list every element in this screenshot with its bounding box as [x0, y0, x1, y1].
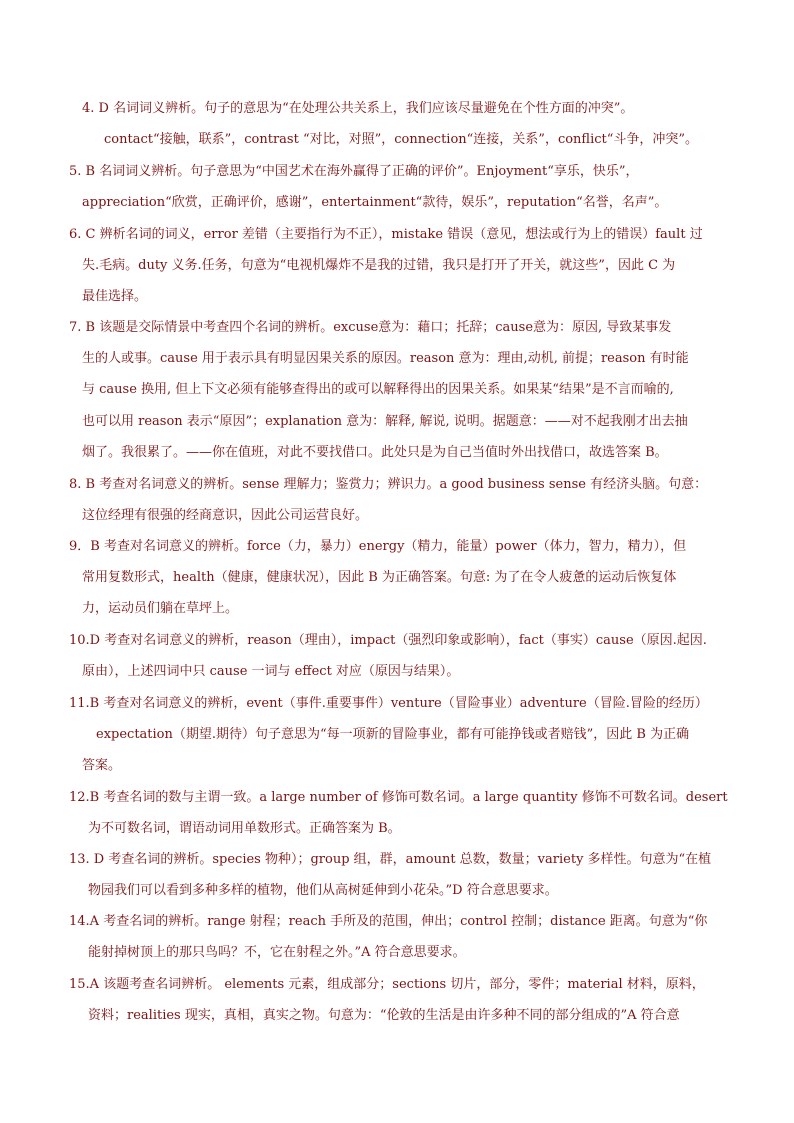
answer-line: 11.B 考查对名词意义的辨析，event（事件.重要事件）venture（冒险事业）adventure（冒险.冒险的经历）	[69, 696, 708, 711]
answer-line: 8. B 考查对名词意义的辨析。sense 理解力；鉴赏力；辨识力。a good business sense 有经济头脑。句意：	[69, 477, 708, 492]
answer-line: 4. D 名词词义辨析。句子的意思为“在处理公共关系上，我们应该尽量避免在个性方面的冲突”。	[82, 101, 634, 116]
answer-line: 力，运动员们躺在草坪上。	[82, 601, 239, 616]
answer-line: 7. B 该题是交际情景中考查四个名词的辨析。excuse意为：藉口；托辞；cause意为：原因, 导致某事发	[69, 320, 672, 335]
answer-line: 原由），上述四词中只 cause 一词与 effect 对应（原因与结果）。	[82, 664, 460, 679]
answer-line: expectation（期望.期待）句子意思为“每一项新的冒险事业，都有可能挣钱或者赔钱”，因此 B 为正确	[96, 727, 690, 742]
answer-line: 这位经理有很强的经商意识，因此公司运营良好。	[82, 508, 369, 523]
answer-line: 常用复数形式，health（健康，健康状况），因此 B 为正确答案。句意: 为了在令人疲惫的运动后恢复体	[82, 570, 677, 585]
answer-line: 5. B 名词词义辨析。句子意思为“中国艺术在海外赢得了正确的评价”。Enjoyment“享乐，快乐”，	[69, 164, 639, 179]
answer-line: 9．B 考查对名词意义的辨析。force（力，暴力）energy（精力，能量）power（体力，智力，精力），但	[69, 539, 687, 554]
answer-line: 能射掉树顶上的那只鸟吗？不，它在射程之外。”A 符合意思要求。	[88, 945, 466, 960]
answer-line: 6. C 辨析名词的词义，error 差错（主要指行为不正），mistake 错误（意见，想法或行为上的错误）fault 过	[69, 227, 703, 242]
answer-line: 答案。	[82, 758, 122, 773]
answer-line: 资料；realities 现实，真相，真实之物。句意为：“伦敦的生活是由许多种不同的部分组成的”A 符合意	[88, 1008, 680, 1023]
answer-line: 失.毛病。duty 义务.任务，句意为“电视机爆炸不是我的过错，我只是打开了开关，就这些”，因此 C 为	[82, 258, 676, 273]
answer-line: 13. D 考查名词的辨析。species 物种）；group 组，群，amount 总数，数量；variety 多样性。句意为“在植	[69, 852, 712, 867]
answer-line: 14.A 考查名词的辨析。range 射程；reach 手所及的范围，伸出；control 控制；distance 距离。句意为“你	[69, 914, 708, 929]
answer-line: 10.D 考查对名词意义的辨析，reason（理由），impact（强烈印象或影响），fact（事实）cause（原因.起因.	[69, 633, 707, 648]
answer-line: 15.A 该题考查名词辨析。 elements 元素，组成部分；sections 切片，部分，零件；material 材料，原料，	[69, 977, 705, 992]
answer-line: contact“接触，联系”，contrast “对比，对照”，connection“连接，关系”，conflict“斗争，冲突”。	[104, 132, 699, 147]
answer-line: 也可以用 reason 表示“原因”；explanation 意为：解释, 解说, 说明。据题意：——对不起我刚才出去抽	[82, 414, 688, 429]
answer-line: 为不可数名词，谓语动词用单数形式。正确答案为 B。	[88, 821, 401, 836]
answer-line: 12.B 考查名词的数与主谓一致。a large number of 修饰可数名词。a large quantity 修饰不可数名词。desert	[69, 790, 728, 805]
answer-line: 最佳选择。	[82, 289, 148, 304]
answer-line: 生的人或事。cause 用于表示具有明显因果关系的原因。reason 意为：理由,动机, 前提；reason 有时能	[82, 351, 689, 366]
answer-line: 物园我们可以看到多种多样的植物，他们从高树延伸到小花朵。”D 符合意思要求。	[88, 883, 558, 898]
answer-line: 烟了。我很累了。——你在值班，对此不要找借口。此处只是为自己当值时外出找借口，故选答案 B。	[82, 445, 668, 460]
answer-line: 与 cause 换用, 但上下文必须有能够查得出的或可以解释得出的因果关系。如果某“结果”是不言而喻的,	[82, 382, 674, 397]
answer-line: appreciation“欣赏，正确评价，感谢”，entertainment“款待，娱乐”，reputation“名誉，名声”。	[82, 195, 668, 210]
